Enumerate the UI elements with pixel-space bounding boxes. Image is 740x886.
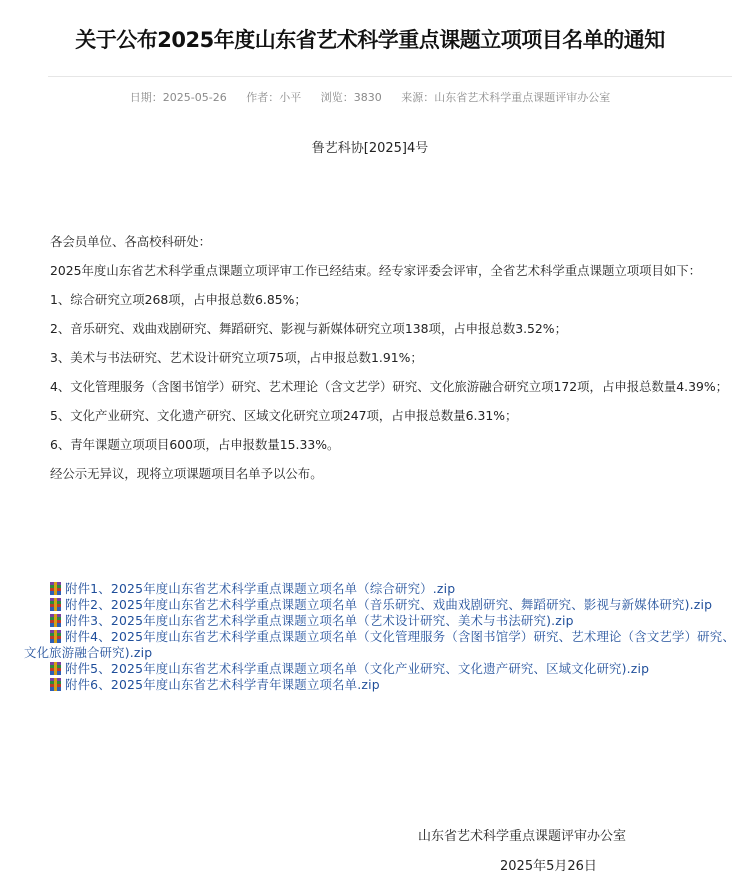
paragraph-item-5: 5、文化产业研究、文化遗产研究、区域文化研究立项247项，占申报总数量6.31%； bbox=[50, 408, 518, 423]
attachment-label: 附件5、2025年度山东省艺术科学重点课题立项名单（文化产业研究、文化遗产研究、区域文化研究).zip bbox=[65, 661, 650, 676]
zip-archive-icon bbox=[50, 678, 61, 691]
attachment-label: 附件1、2025年度山东省艺术科学重点课题立项名单（综合研究）.zip bbox=[65, 581, 456, 596]
meta-source: 来源：山东省艺术科学重点课题评审办公室 bbox=[401, 91, 611, 104]
paragraph-salutation: 各会员单位、各高校科研处： bbox=[50, 234, 212, 249]
paragraph-intro: 2025年度山东省艺术科学重点课题立项评审工作已经结束。经专家评委会评审，全省艺术科学重点课题立项项目如下： bbox=[50, 263, 702, 278]
signature-date: 2025年5月26日 bbox=[500, 859, 597, 874]
paragraph-item-1: 1、综合研究立项268项，占申报总数6.85%； bbox=[50, 292, 307, 307]
article-meta bbox=[0, 89, 740, 105]
paragraph-item-3: 3、美术与书法研究、艺术设计研究立项75项，占申报总数1.91%； bbox=[50, 350, 423, 365]
signature-organization: 山东省艺术科学重点课题评审办公室 bbox=[418, 829, 627, 844]
attachment-link-4[interactable] bbox=[24, 629, 740, 661]
attachment-label: 附件4、2025年度山东省艺术科学重点课题立项名单（文化管理服务（含图书馆学）研究、艺术理论（含文艺学）研究、文化旅游融合研究).zip bbox=[24, 629, 735, 660]
zip-archive-icon bbox=[50, 598, 61, 611]
attachment-link-1[interactable] bbox=[24, 581, 740, 597]
attachment-list bbox=[24, 581, 740, 693]
paragraph-item-6: 6、青年课题立项项目600项，占申报数量15.33%。 bbox=[50, 437, 340, 452]
zip-archive-icon bbox=[50, 630, 61, 643]
title-divider bbox=[48, 76, 732, 77]
document-number: 鲁艺科协[2025]4号 bbox=[311, 141, 429, 156]
paragraph-item-2: 2、音乐研究、戏曲戏剧研究、舞蹈研究、影视与新媒体研究立项138项，占申报总数3.52%； bbox=[50, 321, 567, 336]
zip-archive-icon bbox=[50, 582, 61, 595]
zip-archive-icon bbox=[50, 614, 61, 627]
attachment-label: 附件2、2025年度山东省艺术科学重点课题立项名单（音乐研究、戏曲戏剧研究、舞蹈研究、影视与新媒体研究).zip bbox=[65, 597, 713, 612]
meta-date: 日期：2025-05-26 bbox=[129, 91, 227, 104]
paragraph-item-4: 4、文化管理服务（含图书馆学）研究、艺术理论（含文艺学）研究、文化旅游融合研究立项172项，占申报总数量4.39%； bbox=[50, 379, 729, 394]
paragraph-closing: 经公示无异议，现将立项课题项目名单予以公布。 bbox=[50, 466, 323, 481]
attachment-link-2[interactable] bbox=[24, 597, 740, 613]
attachment-label: 附件6、2025年度山东省艺术科学青年课题立项名单.zip bbox=[65, 677, 380, 692]
attachment-link-6[interactable] bbox=[24, 677, 740, 693]
meta-author: 作者：小平 bbox=[246, 91, 302, 104]
attachment-link-3[interactable] bbox=[24, 613, 740, 629]
meta-views: 浏览：3830 bbox=[320, 91, 382, 104]
zip-archive-icon bbox=[50, 662, 61, 675]
attachment-label: 附件3、2025年度山东省艺术科学重点课题立项名单（艺术设计研究、美术与书法研究).zip bbox=[65, 613, 574, 628]
article-title: 关于公布2025年度山东省艺术科学重点课题立项项目名单的通知 bbox=[75, 28, 665, 52]
article-body bbox=[24, 227, 740, 488]
attachment-link-5[interactable] bbox=[24, 661, 740, 677]
